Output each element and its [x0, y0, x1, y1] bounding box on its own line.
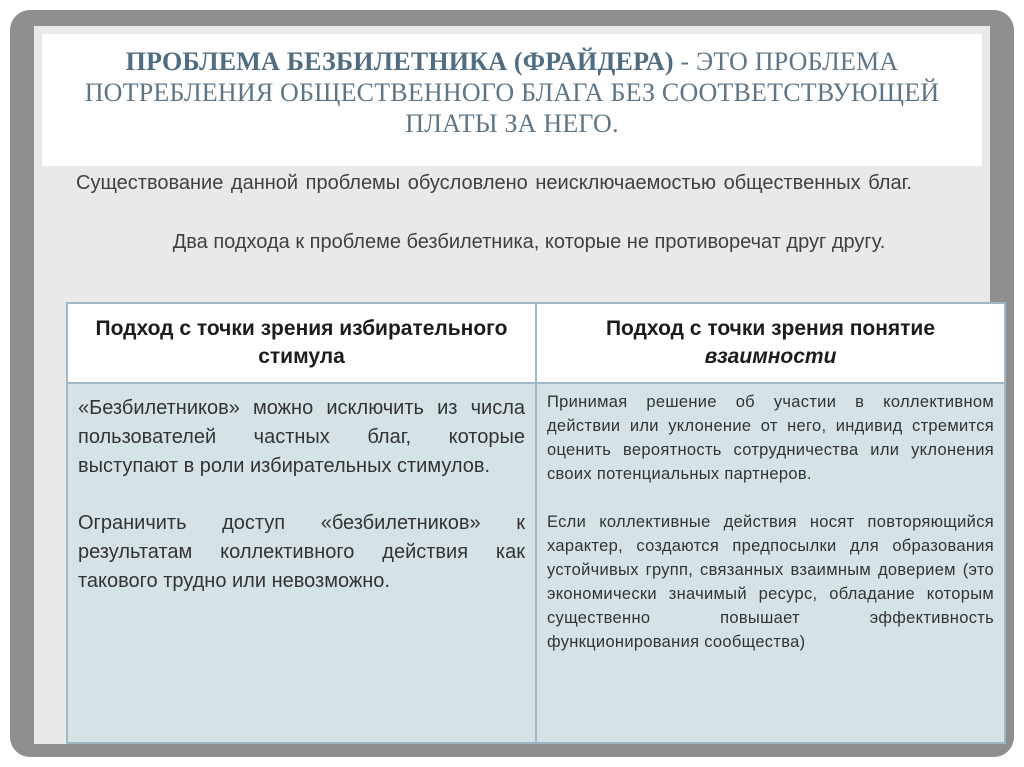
- header-reciprocity-line1: Подход с точки зрения понятие: [605, 317, 936, 340]
- title-rest: - ЭТО ПРОБЛЕМА ПОТРЕБЛЕНИЯ ОБЩЕСТВЕННОГО БЛАГА БЕЗ СООТВЕТСТВУЮЩЕЙ ПЛАТЫ ЗА НЕГО.: [84, 47, 940, 138]
- approaches-paragraph: Два подхода к проблеме безбилетника, которые не противоречат друг другу.: [172, 231, 886, 253]
- header-reciprocity-line2: взаимности: [704, 345, 837, 368]
- intro-paragraph: Существование данной проблемы обусловлено неисключаемостью общественных благ.: [76, 172, 912, 194]
- slide-frame: [10, 10, 1014, 757]
- table-header-row: [67, 303, 1005, 383]
- selective-incentive-cell: [67, 383, 536, 743]
- header-selective-incentive: Подход с точки зрения избирательного стимула: [67, 303, 536, 383]
- left-paragraph: «Безбилетников» можно исключить из числа пользователей частных благ, которые выступают в роли избирательных стимулов.: [78, 397, 525, 477]
- table-row: [67, 383, 1005, 743]
- slide-title: [62, 46, 962, 139]
- right-paragraph: Если коллективные действия носят повторяющийся характер, создаются предпосылки для образования устойчивых групп, связанных взаимным доверием (это экономически значимый ресурс, обладание которым существенно повышает эффективность функционирования сообщества): [547, 513, 994, 651]
- reciprocity-cell: [536, 383, 1005, 743]
- header-reciprocity: [536, 303, 1005, 383]
- right-paragraph: Принимая решение об участии в коллективном действии или уклонение от него, индивид стремится оценить вероятность сотрудничества или уклонения своих потенциальных партнеров.: [547, 393, 994, 483]
- comparison-table: [66, 302, 1006, 744]
- left-paragraph: Ограничить доступ «безбилетников» к результатам коллективного действия как такового трудно или невозможно.: [78, 512, 525, 592]
- title-bold: ПРОБЛЕМА БЕЗБИЛЕТНИКА (ФРАЙДЕРА): [125, 47, 674, 76]
- slide-content: [34, 26, 994, 744]
- title-box: [42, 34, 982, 166]
